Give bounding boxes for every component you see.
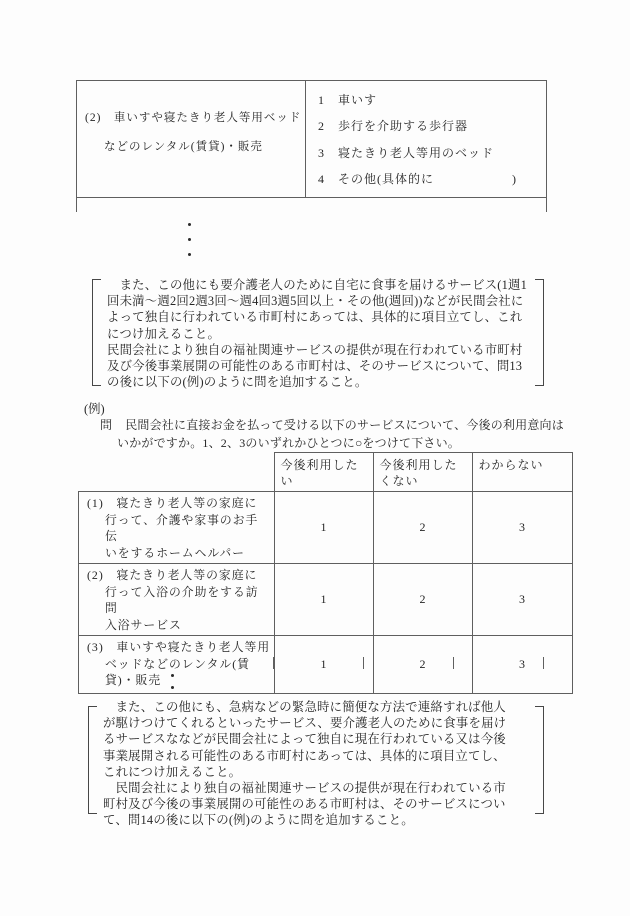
option-item [318, 170, 546, 187]
header-cell: 今後利用したくない [373, 453, 472, 492]
note-line: また、この他にも要介護老人のために自宅に食事を届けるサービス(1週1 [107, 278, 528, 292]
table-continuation-line [543, 657, 544, 669]
table-continuation-line [78, 657, 79, 669]
table-continuation-line [453, 657, 454, 669]
option-text: 車いす [338, 92, 378, 107]
row-label-line: (2) 寝たきり老人等の家庭に [87, 568, 258, 582]
answer-value-cell: 2 [373, 564, 472, 636]
option-number: 1 [318, 92, 325, 107]
answer-value-cell: 3 [472, 564, 572, 636]
option-item [318, 117, 546, 134]
service-name-cell [77, 81, 306, 197]
question-text: 民間会社に直接お金を払って受ける以下のサービスについて、今後の利用意向は [125, 418, 564, 432]
answer-value-cell: 3 [472, 636, 572, 694]
row-label-cell [79, 564, 275, 636]
question-marker: 問 [100, 418, 113, 432]
header-cell: わからない [472, 453, 572, 492]
ellipsis-dot [188, 223, 191, 226]
note-line: につけ加えること。 [107, 326, 221, 341]
option-text: 歩行を介助する歩行器 [338, 119, 469, 134]
vertical-ellipsis-icon [188, 223, 191, 268]
service-options-cell [306, 81, 546, 197]
option-number: 3 [318, 145, 325, 160]
note-line: 民間会社により独自の福祉関連サービスの提供が現在行われている市 [103, 781, 506, 796]
note-line: が駆けつけてくれるといったサービス、要介護老人のために食事を届け [103, 716, 507, 731]
row-label-line: (3) 車いすや寝たきり老人等用 [87, 640, 271, 654]
header-spacer-cell [79, 453, 275, 492]
table-row [79, 636, 573, 694]
row-label-line: 入浴サービス [105, 617, 182, 632]
question-line-2: いかがですか。1、2、3のいずれかひとつに○をつけて下さい。 [117, 436, 461, 450]
example-label: (例) [84, 402, 105, 416]
answer-value-cell: 1 [274, 636, 373, 694]
row-label-cell [79, 636, 275, 694]
table-continuation-row [76, 198, 547, 212]
vertical-ellipsis-icon [171, 674, 174, 698]
answer-value-cell: 1 [274, 564, 373, 636]
option-text: その他(具体的に ) [338, 172, 517, 187]
ellipsis-dot [171, 686, 174, 689]
row-label-cell [79, 492, 275, 564]
note-line: の後に以下の(例)のように問を追加すること。 [107, 375, 368, 390]
question-line-1 [100, 416, 564, 433]
ellipsis-dot [188, 253, 191, 256]
option-number: 4 [318, 172, 325, 187]
note-line: るサービスななどが民間会社によって独自に現在行われている又は今後 [103, 732, 506, 747]
note-line: よって独自に行われている市町村にあっては、具体的に項目立てし、これ [107, 310, 523, 325]
note-line: 町村及び今後の事業展開の可能性のある市町村は、そのサービスについ [103, 797, 506, 812]
table-continuation-line [273, 657, 274, 669]
note-line: 回未満〜週2回2週3回〜週4回3週5回以上・その他(週回))などが民間会社に [107, 294, 524, 309]
note-line: 及び今後事業展開の可能性のある市町村は、そのサービスについて、問13 [107, 359, 523, 374]
ellipsis-dot [188, 238, 191, 241]
service-name-line2: などのレンタル(賃貸)・販売 [104, 141, 263, 153]
answer-value-cell: 3 [472, 492, 572, 564]
note-line: て、問14の後に以下の(例)のように問を追加すること。 [103, 813, 414, 828]
table-row [79, 492, 573, 564]
service-definition-table [76, 80, 547, 198]
table-continuation-line [363, 657, 364, 669]
row-label-line: (1) 寝たきり老人等の家庭に [87, 496, 258, 510]
note-line: 事業展開される可能性のある市町村にあっては、具体的に項目立てし、 [103, 748, 506, 763]
answer-value-cell: 2 [373, 636, 472, 694]
answer-value-cell: 2 [373, 492, 472, 564]
option-item [318, 144, 546, 161]
row-label-line: ベッドなどのレンタル(賃 [105, 656, 250, 671]
left-bracket-icon [92, 279, 101, 386]
header-cell: 今後利用したい [274, 453, 373, 492]
note-line: また、この他にも、急病などの緊急時に簡便な方法で連絡すれば他人 [103, 700, 506, 714]
table-row [79, 564, 573, 636]
answer-table-header-row [79, 453, 573, 492]
option-text: 寝たきり老人等用のベッド [338, 145, 495, 160]
note-text [92, 274, 544, 393]
ellipsis-dot [171, 674, 174, 677]
right-bracket-icon [535, 706, 544, 814]
row-label-line: 貸)・販売 [105, 673, 162, 687]
note-line: 民間会社により独自の福祉関連サービスの提供が現在行われている市町村 [107, 342, 523, 357]
row-label-line: 行って入浴の介助をする訪問 [105, 584, 259, 615]
row-label-line: いをするホームヘルパー [105, 545, 245, 560]
answer-value-cell: 1 [274, 492, 373, 564]
left-bracket-icon [88, 706, 97, 814]
instruction-note-2 [88, 696, 544, 832]
note-line: これにつけ加えること。 [103, 764, 242, 779]
instruction-note-1 [92, 274, 544, 393]
option-number: 2 [318, 119, 325, 134]
answer-table [78, 452, 573, 694]
note-text [88, 696, 544, 832]
option-item [318, 91, 546, 108]
service-name-line1: (2) 車いすや寝たきり老人等用ベッド [85, 112, 302, 124]
row-label-line: 行って、介護や家事のお手伝 [105, 512, 259, 543]
right-bracket-icon [535, 279, 544, 386]
